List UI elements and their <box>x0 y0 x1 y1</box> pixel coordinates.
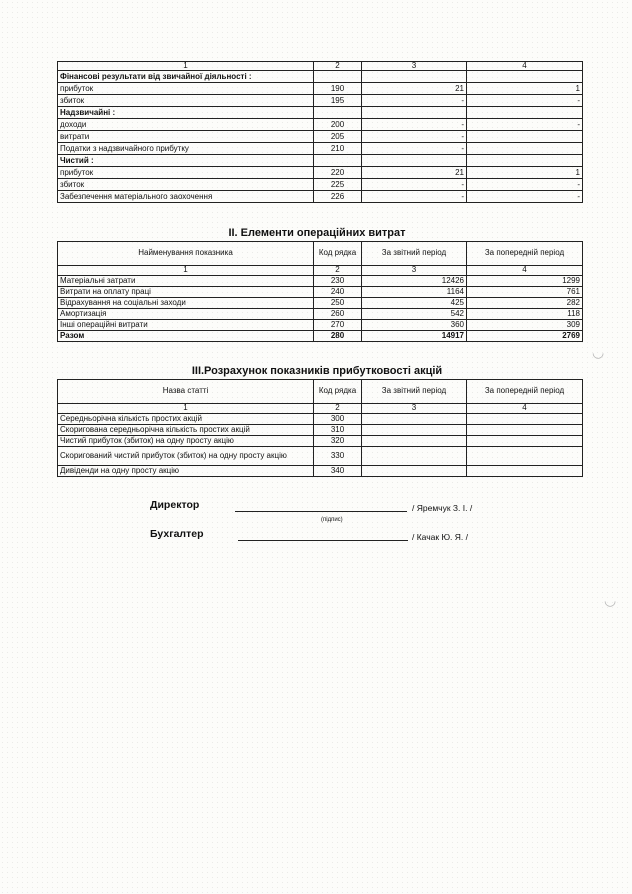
row-previous-value <box>467 143 583 155</box>
row-label: Податки з надзвичайного прибутку <box>58 143 314 155</box>
row-code: 190 <box>314 83 362 95</box>
col-num-2: 2 <box>314 62 362 71</box>
row-code: 280 <box>314 331 362 342</box>
row-label: збиток <box>58 95 314 107</box>
row-label: прибуток <box>58 167 314 179</box>
row-previous-value <box>467 425 583 436</box>
col-num-1: 1 <box>58 266 314 276</box>
row-label: витрати <box>58 131 314 143</box>
row-current-value <box>362 425 467 436</box>
row-previous-value <box>467 436 583 447</box>
row-code: 270 <box>314 320 362 331</box>
row-label: Скоригований чистий прибуток (збиток) на одну просту акцію <box>58 447 314 466</box>
row-code: 240 <box>314 287 362 298</box>
table-row <box>58 436 583 447</box>
row-previous-value: 2769 <box>467 331 583 342</box>
director-label: Директор <box>150 499 200 511</box>
table-row <box>58 425 583 436</box>
table-row <box>58 466 583 477</box>
col-name-header: Назва статті <box>58 380 314 404</box>
row-code: 225 <box>314 179 362 191</box>
col-num-2: 2 <box>314 266 362 276</box>
table-row <box>58 167 583 179</box>
row-code: 320 <box>314 436 362 447</box>
row-previous-value: 761 <box>467 287 583 298</box>
row-label: Амортизація <box>58 309 314 320</box>
row-code <box>314 71 362 83</box>
row-current-value: 360 <box>362 320 467 331</box>
row-previous-value <box>467 466 583 477</box>
row-current-value <box>362 414 467 425</box>
table-row <box>58 107 583 119</box>
row-label: Дивіденди на одну просту акцію <box>58 466 314 477</box>
row-code <box>314 155 362 167</box>
table-row <box>58 95 583 107</box>
table-row <box>58 320 583 331</box>
col-previous-header: За попередній період <box>467 242 583 266</box>
col-current-header: За звітний період <box>362 380 467 404</box>
row-current-value <box>362 447 467 466</box>
row-previous-value <box>467 107 583 119</box>
table-row <box>58 276 583 287</box>
row-code: 195 <box>314 95 362 107</box>
row-label: Скоригована середньорічна кількість простих акцій <box>58 425 314 436</box>
row-code: 226 <box>314 191 362 203</box>
row-label: прибуток <box>58 83 314 95</box>
row-code <box>314 107 362 119</box>
row-label: доходи <box>58 119 314 131</box>
row-label: Фінансові результати від звичайної діяльності : <box>58 71 314 83</box>
row-label: Разом <box>58 331 314 342</box>
row-label: Чистий прибуток (збиток) на одну просту акцію <box>58 436 314 447</box>
col-code-header: Код рядка <box>314 380 362 404</box>
row-code: 330 <box>314 447 362 466</box>
row-current-value: - <box>362 143 467 155</box>
table-row <box>58 298 583 309</box>
row-code: 310 <box>314 425 362 436</box>
row-current-value: 542 <box>362 309 467 320</box>
col-num-3: 3 <box>362 266 467 276</box>
col-num-4: 4 <box>467 266 583 276</box>
row-label: збиток <box>58 179 314 191</box>
row-previous-value: - <box>467 119 583 131</box>
row-previous-value: 1 <box>467 83 583 95</box>
scan-mark: ◡ <box>592 344 605 360</box>
row-current-value: 1164 <box>362 287 467 298</box>
row-current-value: - <box>362 131 467 143</box>
col-num-1: 1 <box>58 404 314 414</box>
table-row <box>58 414 583 425</box>
row-current-value <box>362 155 467 167</box>
table-row <box>58 131 583 143</box>
row-current-value: - <box>362 95 467 107</box>
section3-title: III.Розрахунок показників прибутковості акцій <box>191 365 443 377</box>
col-name-header: Найменування показника <box>58 242 314 266</box>
row-label: Чистий : <box>58 155 314 167</box>
row-current-value: 425 <box>362 298 467 309</box>
row-label: Інші операційні витрати <box>58 320 314 331</box>
table-row <box>58 119 583 131</box>
row-current-value: 12426 <box>362 276 467 287</box>
signature-note: (підпис) <box>321 517 343 523</box>
table-row <box>58 331 583 342</box>
col-previous-header: За попередній період <box>467 380 583 404</box>
row-code: 205 <box>314 131 362 143</box>
table-row <box>58 191 583 203</box>
row-previous-value: 309 <box>467 320 583 331</box>
row-previous-value: - <box>467 95 583 107</box>
row-previous-value: 1 <box>467 167 583 179</box>
col-num-3: 3 <box>362 404 467 414</box>
row-code: 300 <box>314 414 362 425</box>
accountant-label: Бухгалтер <box>150 528 204 540</box>
row-code: 230 <box>314 276 362 287</box>
table-row <box>58 309 583 320</box>
col-num-1: 1 <box>58 62 314 71</box>
scan-mark: ◡ <box>604 592 617 608</box>
row-previous-value <box>467 447 583 466</box>
col-num-2: 2 <box>314 404 362 414</box>
row-label: Матеріальні затрати <box>58 276 314 287</box>
row-previous-value <box>467 155 583 167</box>
operating-costs-table <box>57 241 583 342</box>
row-previous-value: 118 <box>467 309 583 320</box>
row-code: 250 <box>314 298 362 309</box>
section2-title: II. Елементи операційних витрат <box>228 227 406 239</box>
column-numbers-row <box>58 62 583 71</box>
table-row <box>58 179 583 191</box>
row-code: 260 <box>314 309 362 320</box>
row-previous-value <box>467 71 583 83</box>
row-code: 200 <box>314 119 362 131</box>
table-row <box>58 155 583 167</box>
accountant-name: / Качак Ю. Я. / <box>412 532 468 542</box>
table-row <box>58 287 583 298</box>
row-label: Витрати на оплату праці <box>58 287 314 298</box>
row-current-value: - <box>362 191 467 203</box>
accountant-signature-line <box>238 540 408 541</box>
col-num-3: 3 <box>362 62 467 71</box>
row-current-value: 14917 <box>362 331 467 342</box>
table-row <box>58 83 583 95</box>
director-name: / Яремчук З. І. / <box>412 503 473 513</box>
row-code: 340 <box>314 466 362 477</box>
table-row <box>58 143 583 155</box>
row-current-value <box>362 466 467 477</box>
row-previous-value <box>467 131 583 143</box>
col-num-4: 4 <box>467 404 583 414</box>
row-label: Забезпечення матеріального заохочення <box>58 191 314 203</box>
row-previous-value <box>467 414 583 425</box>
row-current-value: - <box>362 119 467 131</box>
row-previous-value: - <box>467 179 583 191</box>
col-num-4: 4 <box>467 62 583 71</box>
financial-results-table <box>57 61 583 203</box>
row-previous-value: 282 <box>467 298 583 309</box>
row-label: Надзвичайні : <box>58 107 314 119</box>
col-code-header: Код рядка <box>314 242 362 266</box>
row-code: 220 <box>314 167 362 179</box>
director-signature-line <box>235 511 407 512</box>
share-profitability-table <box>57 379 583 477</box>
row-current-value: 21 <box>362 167 467 179</box>
table-row <box>58 71 583 83</box>
table-row <box>58 447 583 466</box>
row-previous-value: 1299 <box>467 276 583 287</box>
row-current-value <box>362 107 467 119</box>
row-label: Відрахування на соціальні заходи <box>58 298 314 309</box>
row-current-value: - <box>362 179 467 191</box>
col-current-header: За звітний період <box>362 242 467 266</box>
row-current-value <box>362 436 467 447</box>
row-current-value: 21 <box>362 83 467 95</box>
row-code: 210 <box>314 143 362 155</box>
row-current-value <box>362 71 467 83</box>
row-previous-value: - <box>467 191 583 203</box>
row-label: Середньорічна кількість простих акцій <box>58 414 314 425</box>
